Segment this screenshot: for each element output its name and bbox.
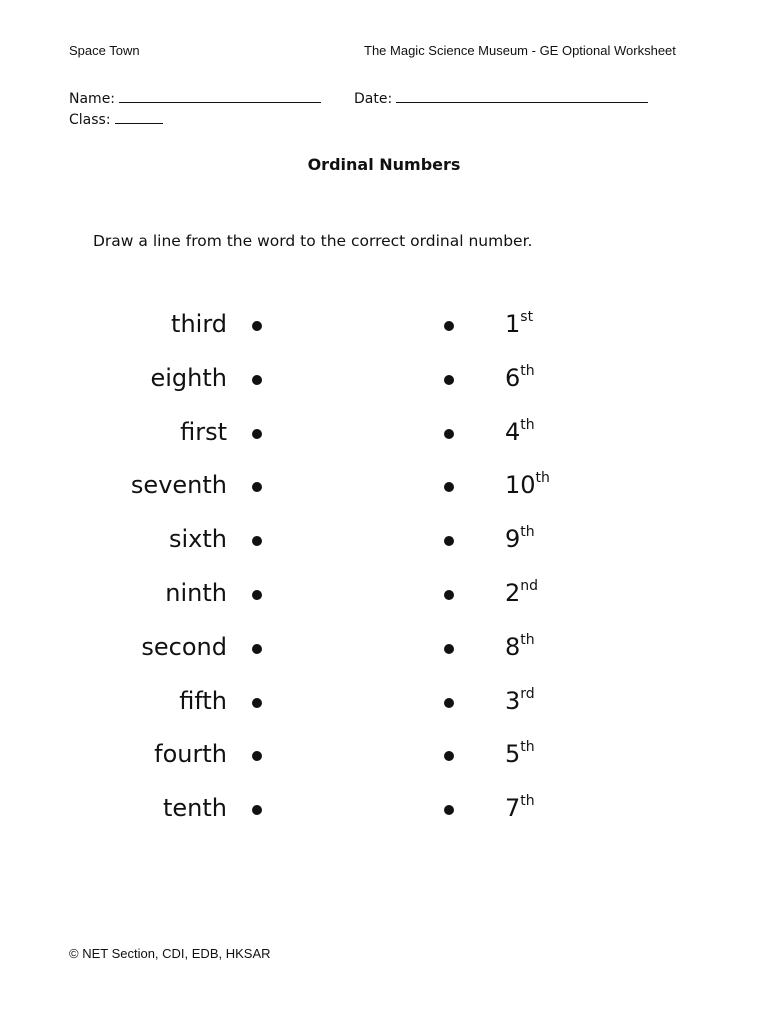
ordinal-number [505, 794, 535, 822]
number-dot[interactable] [444, 644, 454, 654]
ordinal-suffix: rd [520, 685, 535, 702]
class-field[interactable] [69, 110, 163, 128]
ordinal-digit: 2 [505, 579, 521, 607]
ordinal-suffix: th [520, 416, 535, 433]
match-row [0, 736, 768, 776]
word-dot[interactable] [252, 482, 262, 492]
ordinal-number [505, 364, 535, 392]
ordinal-digit: 4 [505, 417, 521, 446]
date-blank-line[interactable] [396, 89, 648, 103]
match-row [0, 414, 768, 454]
word-dot[interactable] [252, 321, 262, 331]
header-school-name: Space Town [69, 43, 140, 58]
ordinal-number [505, 525, 535, 553]
match-row [0, 521, 768, 561]
match-row [0, 360, 768, 400]
ordinal-digit: 9 [505, 525, 521, 554]
word-dot[interactable] [252, 375, 262, 385]
match-row [0, 467, 768, 507]
ordinal-digit: 1 [505, 310, 521, 338]
ordinal-number [505, 418, 535, 446]
name-field[interactable] [69, 89, 321, 107]
ordinal-number [505, 310, 533, 338]
number-dot[interactable] [444, 375, 454, 385]
match-row [0, 306, 768, 346]
ordinal-word: eighth [150, 363, 227, 392]
ordinal-digit: 5 [505, 740, 521, 769]
ordinal-suffix: st [520, 309, 534, 325]
match-row [0, 629, 768, 669]
word-dot[interactable] [252, 698, 262, 708]
word-dot[interactable] [252, 429, 262, 439]
name-label: Name: [69, 91, 116, 107]
ordinal-number [505, 687, 535, 715]
word-dot[interactable] [252, 751, 262, 761]
match-row [0, 575, 768, 615]
match-row [0, 683, 768, 723]
ordinal-number [505, 579, 538, 607]
header-worksheet-title: The Magic Science Museum - GE Optional Worksheet [364, 43, 676, 58]
ordinal-number [505, 740, 535, 768]
number-dot[interactable] [444, 321, 454, 331]
number-dot[interactable] [444, 429, 454, 439]
copyright-footer: © NET Section, CDI, EDB, HKSAR [69, 946, 271, 961]
ordinal-word: fifth [179, 686, 227, 715]
ordinal-word: second [141, 632, 227, 661]
class-blank-line[interactable] [115, 110, 163, 124]
number-dot[interactable] [444, 482, 454, 492]
number-dot[interactable] [444, 698, 454, 708]
ordinal-suffix: nd [520, 578, 539, 594]
page-title: Ordinal Numbers [307, 155, 461, 174]
ordinal-word: third [171, 310, 227, 338]
ordinal-digit: 10 [505, 471, 536, 500]
ordinal-digit: 6 [505, 363, 521, 392]
ordinal-number [505, 633, 535, 661]
name-blank-line[interactable] [119, 89, 321, 103]
word-dot[interactable] [252, 536, 262, 546]
ordinal-suffix: th [520, 631, 535, 648]
ordinal-digit: 7 [505, 794, 521, 823]
number-dot[interactable] [444, 590, 454, 600]
number-dot[interactable] [444, 805, 454, 815]
ordinal-suffix: th [520, 793, 535, 810]
ordinal-word: seventh [130, 471, 227, 500]
ordinal-suffix: th [520, 739, 535, 756]
instruction-text: Draw a line from the word to the correct ordinal number. [93, 232, 533, 250]
date-label: Date: [354, 91, 393, 107]
word-dot[interactable] [252, 805, 262, 815]
ordinal-word: tenth [162, 794, 227, 823]
ordinal-digit: 8 [505, 632, 521, 661]
ordinal-suffix: th [520, 524, 535, 541]
ordinal-word: ninth [165, 579, 227, 607]
ordinal-suffix: th [535, 470, 550, 487]
number-dot[interactable] [444, 751, 454, 761]
ordinal-word: fourth [154, 740, 227, 769]
ordinal-word: sixth [169, 525, 227, 554]
class-label: Class: [69, 112, 111, 128]
word-dot[interactable] [252, 644, 262, 654]
word-dot[interactable] [252, 590, 262, 600]
ordinal-number [505, 471, 550, 499]
date-field[interactable] [354, 89, 648, 107]
number-dot[interactable] [444, 536, 454, 546]
ordinal-digit: 3 [505, 686, 521, 715]
ordinal-word: first [180, 417, 227, 446]
ordinal-suffix: th [520, 362, 535, 379]
match-row [0, 790, 768, 830]
